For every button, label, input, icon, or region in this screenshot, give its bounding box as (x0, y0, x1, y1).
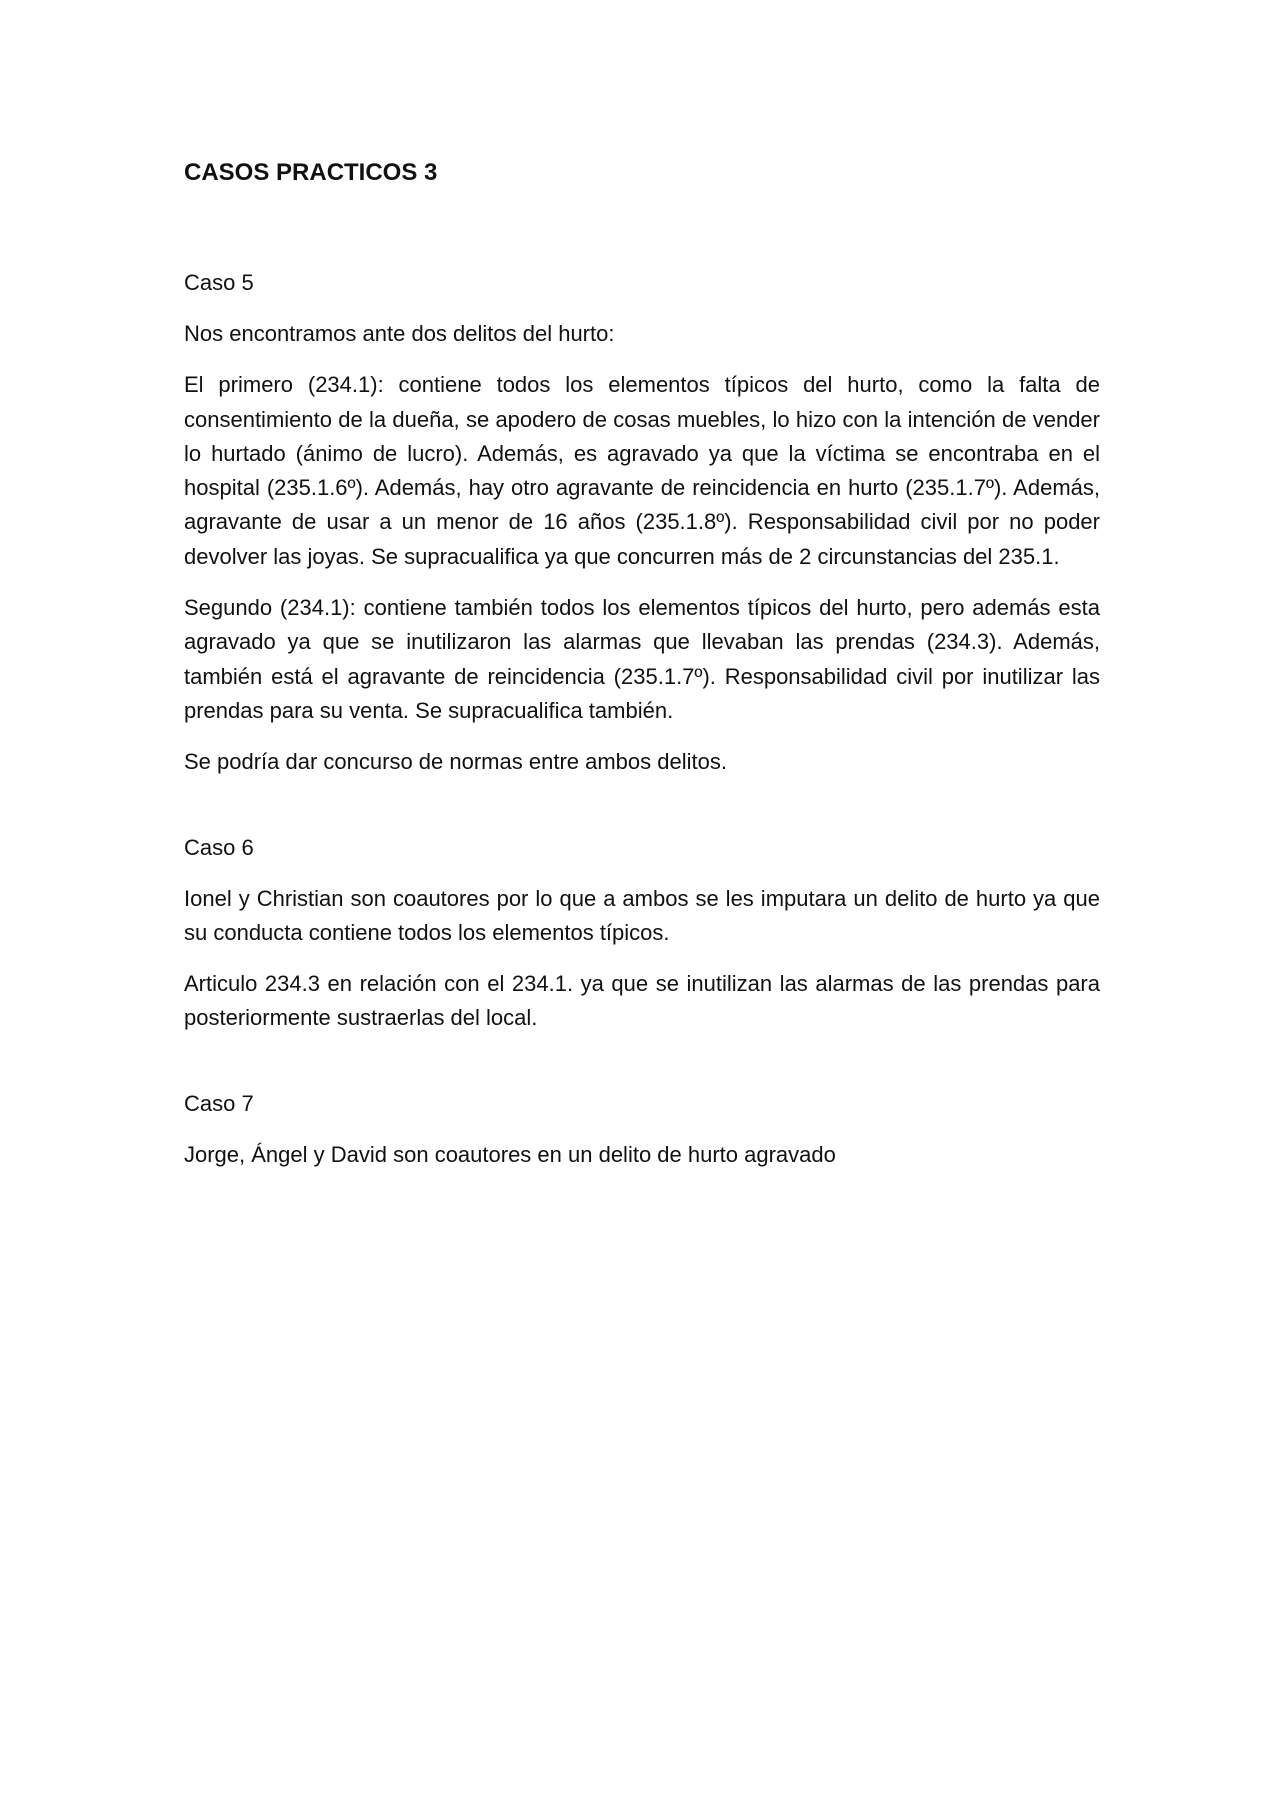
case-6-coauthors: Ionel y Christian son coautores por lo que a ambos se les imputara un delito de hurto ya que su conducta contiene todos los elementos típicos. (184, 885, 1100, 945)
case-6-heading: Caso 6 (184, 834, 254, 860)
document-page (184, 156, 1100, 1172)
case-5-heading: Caso 5 (184, 270, 254, 295)
case-7-heading: Caso 7 (184, 1090, 254, 1116)
case-6-article: Articulo 234.3 en relación con el 234.1. ya que se inutilizan las alarmas de las prendas para posteriormente sustraerlas del local. (184, 971, 1100, 1031)
case-7-coauthors: Jorge, Ángel y David son coautores en un delito de hurto agravado (184, 1141, 836, 1167)
case-5-intro: Nos encontramos ante dos delitos del hurto: (184, 321, 615, 346)
case-5-section (184, 266, 1100, 780)
case-5-second-offense: Segundo (234.1): contiene también todos los elementos típicos del hurto, pero además esta agravado ya que se inutilizaron las alarmas que llevaban las prendas (234.3). Además, también está el agravante de reincidencia (235.1.7º). Responsabilidad civil por inutilizar las prendas para su venta. Se supracualifica también. (184, 595, 1100, 723)
case-5-conclusion: Se podría dar concurso de normas entre ambos delitos. (184, 749, 727, 775)
case-5-first-offense: El primero (234.1): contiene todos los elementos típicos del hurto, como la falta de consentimiento de la dueña, se apodero de cosas muebles, lo hizo con la intención de vender lo hurtado (ánimo de lucro). Además, es agravado ya que la víctima se encontraba en el hospital (235.1.6º). Además, hay otro agravante de reincidencia en hurto (235.1.7º). Además, agravante de usar a un menor de 16 años (235.1.8º). Responsabilidad civil por no poder devolver las joyas. Se supracualifica ya que concurren más de 2 circunstancias del 235.1. (184, 372, 1100, 569)
document-title: CASOS PRACTICOS 3 (184, 159, 438, 186)
case-7-section (184, 1087, 1100, 1172)
case-6-section (184, 831, 1100, 1036)
